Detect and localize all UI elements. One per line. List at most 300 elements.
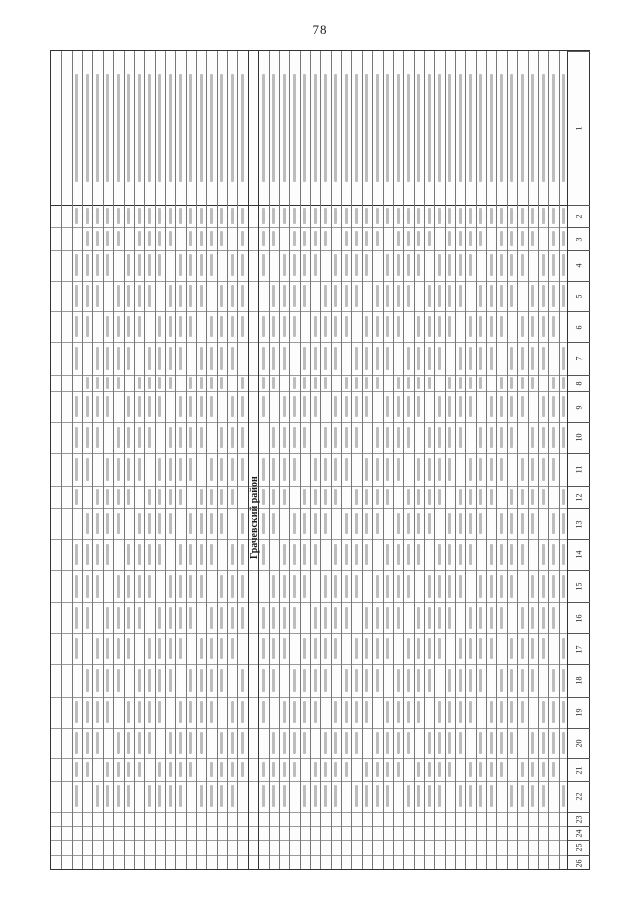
illegible-cell-text: [417, 607, 420, 629]
row-divider: [155, 51, 156, 869]
column-number-14: [568, 539, 590, 570]
illegible-cell-text: [86, 74, 89, 182]
illegible-cell-text: [106, 669, 109, 692]
illegible-cell-text: [241, 254, 244, 276]
row-divider: [72, 51, 73, 869]
row-divider: [455, 51, 456, 869]
column-number-label: 24: [574, 829, 584, 838]
illegible-cell-text: [158, 489, 161, 505]
illegible-cell-text: [127, 762, 130, 778]
illegible-cell-text: [510, 513, 513, 535]
illegible-cell-text: [397, 575, 400, 598]
illegible-cell-text: [417, 316, 420, 338]
illegible-cell-text: [283, 607, 286, 629]
illegible-cell-text: [138, 669, 141, 692]
illegible-cell-text: [531, 285, 534, 307]
illegible-cell-text: [283, 762, 286, 778]
illegible-cell-text: [324, 208, 327, 224]
illegible-cell-text: [241, 458, 244, 481]
illegible-cell-text: [365, 347, 368, 370]
illegible-cell-text: [189, 701, 192, 723]
illegible-cell-text: [241, 607, 244, 629]
illegible-cell-text: [293, 396, 296, 418]
illegible-cell-text: [386, 732, 389, 754]
illegible-cell-text: [428, 785, 431, 807]
illegible-cell-text: [189, 396, 192, 418]
illegible-cell-text: [562, 544, 565, 566]
column-number-label: 23: [574, 815, 584, 824]
illegible-cell-text: [262, 396, 265, 418]
illegible-cell-text: [220, 74, 223, 182]
illegible-cell-text: [397, 231, 400, 247]
illegible-cell-text: [231, 427, 234, 449]
illegible-cell-text: [500, 74, 503, 182]
illegible-cell-text: [438, 762, 441, 778]
illegible-cell-text: [241, 285, 244, 307]
illegible-cell-text: [334, 74, 337, 182]
illegible-cell-text: [479, 513, 482, 535]
illegible-cell-text: [293, 231, 296, 247]
column-number-12: [568, 486, 590, 509]
illegible-cell-text: [479, 377, 482, 388]
illegible-cell-text: [521, 316, 524, 338]
illegible-cell-text: [117, 285, 120, 307]
illegible-cell-text: [189, 458, 192, 481]
illegible-cell-text: [531, 785, 534, 807]
illegible-cell-text: [386, 316, 389, 338]
illegible-cell-text: [86, 316, 89, 338]
illegible-cell-text: [345, 575, 348, 598]
illegible-cell-text: [500, 458, 503, 481]
row-divider: [434, 51, 435, 869]
illegible-cell-text: [552, 669, 555, 692]
illegible-cell-text: [303, 377, 306, 388]
illegible-cell-text: [210, 208, 213, 224]
column-number-2: [568, 205, 590, 228]
illegible-cell-text: [428, 762, 431, 778]
illegible-cell-text: [96, 701, 99, 723]
illegible-cell-text: [179, 489, 182, 505]
illegible-cell-text: [479, 762, 482, 778]
illegible-cell-text: [210, 489, 213, 505]
illegible-cell-text: [169, 732, 172, 754]
illegible-cell-text: [510, 575, 513, 598]
illegible-cell-text: [200, 575, 203, 598]
illegible-cell-text: [407, 285, 410, 307]
illegible-cell-text: [479, 607, 482, 629]
illegible-cell-text: [117, 377, 120, 388]
illegible-cell-text: [106, 74, 109, 182]
illegible-cell-text: [127, 732, 130, 754]
illegible-cell-text: [262, 513, 265, 535]
illegible-cell-text: [459, 575, 462, 598]
illegible-cell-text: [459, 489, 462, 505]
illegible-cell-text: [200, 513, 203, 535]
column-divider: [51, 342, 567, 343]
illegible-cell-text: [438, 285, 441, 307]
illegible-cell-text: [262, 701, 265, 723]
illegible-cell-text: [490, 575, 493, 598]
illegible-cell-text: [500, 575, 503, 598]
illegible-cell-text: [521, 513, 524, 535]
illegible-cell-text: [324, 427, 327, 449]
column-number-9: [568, 391, 590, 422]
illegible-cell-text: [117, 513, 120, 535]
illegible-cell-text: [117, 208, 120, 224]
illegible-cell-text: [510, 638, 513, 660]
illegible-cell-text: [500, 208, 503, 224]
illegible-cell-text: [200, 544, 203, 566]
illegible-cell-text: [272, 513, 275, 535]
illegible-cell-text: [127, 347, 130, 370]
column-number-label: 6: [574, 325, 584, 330]
illegible-cell-text: [96, 785, 99, 807]
illegible-cell-text: [272, 208, 275, 224]
illegible-cell-text: [189, 231, 192, 247]
illegible-cell-text: [438, 701, 441, 723]
illegible-cell-text: [417, 513, 420, 535]
illegible-cell-text: [283, 638, 286, 660]
row-divider: [269, 51, 270, 869]
illegible-cell-text: [231, 701, 234, 723]
illegible-cell-text: [521, 458, 524, 481]
illegible-cell-text: [355, 396, 358, 418]
illegible-cell-text: [106, 231, 109, 247]
illegible-cell-text: [531, 427, 534, 449]
illegible-cell-text: [127, 208, 130, 224]
illegible-cell-text: [490, 74, 493, 182]
illegible-cell-text: [334, 489, 337, 505]
illegible-cell-text: [355, 377, 358, 388]
illegible-cell-text: [117, 785, 120, 807]
illegible-cell-text: [231, 316, 234, 338]
column-number-label: 9: [574, 405, 584, 410]
illegible-cell-text: [531, 377, 534, 388]
illegible-cell-text: [510, 701, 513, 723]
row-divider: [196, 51, 197, 869]
column-divider: [51, 508, 567, 509]
illegible-cell-text: [220, 208, 223, 224]
illegible-cell-text: [283, 732, 286, 754]
illegible-cell-text: [459, 785, 462, 807]
illegible-cell-text: [376, 669, 379, 692]
illegible-cell-text: [283, 347, 286, 370]
illegible-cell-text: [220, 377, 223, 388]
illegible-cell-text: [448, 544, 451, 566]
illegible-cell-text: [272, 785, 275, 807]
illegible-cell-text: [552, 575, 555, 598]
illegible-cell-text: [106, 458, 109, 481]
column-number-24: [568, 826, 590, 840]
illegible-cell-text: [158, 701, 161, 723]
illegible-cell-text: [334, 575, 337, 598]
illegible-cell-text: [75, 208, 78, 224]
illegible-cell-text: [169, 607, 172, 629]
illegible-cell-text: [448, 74, 451, 182]
illegible-cell-text: [469, 489, 472, 505]
illegible-cell-text: [531, 208, 534, 224]
illegible-cell-text: [345, 669, 348, 692]
illegible-cell-text: [428, 74, 431, 182]
illegible-cell-text: [117, 575, 120, 598]
illegible-cell-text: [303, 513, 306, 535]
illegible-cell-text: [386, 489, 389, 505]
row-divider: [289, 51, 290, 869]
illegible-cell-text: [479, 785, 482, 807]
illegible-cell-text: [334, 285, 337, 307]
illegible-cell-text: [438, 489, 441, 505]
illegible-cell-text: [75, 575, 78, 598]
illegible-cell-text: [148, 544, 151, 566]
illegible-cell-text: [200, 285, 203, 307]
row-divider: [538, 51, 539, 869]
illegible-cell-text: [542, 575, 545, 598]
column-divider: [51, 781, 567, 782]
illegible-cell-text: [106, 316, 109, 338]
illegible-cell-text: [189, 254, 192, 276]
illegible-cell-text: [510, 544, 513, 566]
illegible-cell-text: [365, 669, 368, 692]
row-divider: [403, 51, 404, 869]
illegible-cell-text: [86, 732, 89, 754]
illegible-cell-text: [552, 762, 555, 778]
illegible-cell-text: [490, 347, 493, 370]
illegible-cell-text: [552, 254, 555, 276]
illegible-cell-text: [262, 377, 265, 388]
column-number-label: 7: [574, 356, 584, 361]
illegible-cell-text: [521, 544, 524, 566]
illegible-cell-text: [531, 638, 534, 660]
illegible-cell-text: [562, 489, 565, 505]
illegible-cell-text: [262, 638, 265, 660]
row-divider: [248, 51, 249, 869]
illegible-cell-text: [417, 208, 420, 224]
illegible-cell-text: [407, 732, 410, 754]
illegible-cell-text: [220, 458, 223, 481]
column-divider: [51, 539, 567, 540]
column-number-label: 19: [574, 708, 584, 717]
illegible-cell-text: [365, 231, 368, 247]
column-divider: [51, 205, 567, 206]
illegible-cell-text: [75, 347, 78, 370]
illegible-cell-text: [189, 544, 192, 566]
illegible-cell-text: [459, 669, 462, 692]
illegible-cell-text: [106, 701, 109, 723]
illegible-cell-text: [376, 377, 379, 388]
illegible-cell-text: [469, 701, 472, 723]
illegible-cell-text: [272, 489, 275, 505]
illegible-cell-text: [448, 316, 451, 338]
illegible-cell-text: [138, 427, 141, 449]
illegible-cell-text: [521, 762, 524, 778]
illegible-cell-text: [428, 285, 431, 307]
illegible-cell-text: [469, 669, 472, 692]
illegible-cell-text: [200, 231, 203, 247]
column-divider: [51, 311, 567, 312]
illegible-cell-text: [345, 316, 348, 338]
illegible-cell-text: [376, 732, 379, 754]
illegible-cell-text: [283, 285, 286, 307]
illegible-cell-text: [106, 489, 109, 505]
illegible-cell-text: [490, 607, 493, 629]
illegible-cell-text: [158, 377, 161, 388]
column-number-label: 18: [574, 676, 584, 685]
illegible-cell-text: [552, 316, 555, 338]
illegible-cell-text: [552, 701, 555, 723]
illegible-cell-text: [283, 396, 286, 418]
illegible-cell-text: [179, 208, 182, 224]
illegible-cell-text: [210, 347, 213, 370]
illegible-cell-text: [262, 231, 265, 247]
illegible-cell-text: [407, 785, 410, 807]
illegible-cell-text: [542, 285, 545, 307]
illegible-cell-text: [521, 489, 524, 505]
column-number-8: [568, 375, 590, 391]
illegible-cell-text: [552, 607, 555, 629]
illegible-cell-text: [138, 285, 141, 307]
illegible-cell-text: [552, 74, 555, 182]
illegible-cell-text: [169, 513, 172, 535]
illegible-cell-text: [469, 785, 472, 807]
illegible-cell-text: [189, 208, 192, 224]
illegible-cell-text: [469, 377, 472, 388]
illegible-cell-text: [542, 544, 545, 566]
illegible-cell-text: [272, 638, 275, 660]
column-divider: [51, 422, 567, 423]
illegible-cell-text: [510, 377, 513, 388]
illegible-cell-text: [469, 544, 472, 566]
illegible-cell-text: [365, 208, 368, 224]
illegible-cell-text: [220, 575, 223, 598]
illegible-cell-text: [138, 701, 141, 723]
illegible-cell-text: [210, 544, 213, 566]
illegible-cell-text: [210, 785, 213, 807]
illegible-cell-text: [345, 231, 348, 247]
illegible-cell-text: [272, 607, 275, 629]
illegible-cell-text: [127, 458, 130, 481]
illegible-cell-text: [189, 74, 192, 182]
illegible-cell-text: [448, 396, 451, 418]
row-divider: [476, 51, 477, 869]
illegible-cell-text: [552, 513, 555, 535]
illegible-cell-text: [490, 544, 493, 566]
illegible-cell-text: [303, 638, 306, 660]
illegible-cell-text: [428, 208, 431, 224]
illegible-cell-text: [158, 316, 161, 338]
row-divider: [320, 51, 321, 869]
illegible-cell-text: [324, 347, 327, 370]
illegible-cell-text: [96, 285, 99, 307]
illegible-cell-text: [562, 74, 565, 182]
column-divider: [51, 281, 567, 282]
illegible-cell-text: [200, 701, 203, 723]
illegible-cell-text: [521, 347, 524, 370]
illegible-cell-text: [86, 285, 89, 307]
illegible-cell-text: [127, 285, 130, 307]
illegible-cell-text: [324, 575, 327, 598]
illegible-cell-text: [531, 732, 534, 754]
illegible-cell-text: [345, 396, 348, 418]
illegible-cell-text: [479, 347, 482, 370]
illegible-cell-text: [189, 762, 192, 778]
illegible-cell-text: [220, 316, 223, 338]
illegible-cell-text: [210, 669, 213, 692]
illegible-cell-text: [148, 785, 151, 807]
illegible-cell-text: [210, 231, 213, 247]
illegible-cell-text: [231, 74, 234, 182]
illegible-cell-text: [365, 638, 368, 660]
illegible-cell-text: [407, 489, 410, 505]
illegible-cell-text: [231, 575, 234, 598]
row-divider: [486, 51, 487, 869]
illegible-cell-text: [417, 377, 420, 388]
illegible-cell-text: [469, 638, 472, 660]
row-divider: [144, 51, 145, 869]
illegible-cell-text: [86, 575, 89, 598]
illegible-cell-text: [448, 762, 451, 778]
illegible-cell-text: [117, 607, 120, 629]
illegible-cell-text: [231, 208, 234, 224]
illegible-cell-text: [500, 427, 503, 449]
illegible-cell-text: [479, 231, 482, 247]
illegible-cell-text: [552, 285, 555, 307]
illegible-cell-text: [210, 513, 213, 535]
illegible-cell-text: [241, 316, 244, 338]
illegible-cell-text: [542, 458, 545, 481]
illegible-cell-text: [169, 347, 172, 370]
illegible-cell-text: [117, 74, 120, 182]
illegible-cell-text: [459, 638, 462, 660]
illegible-cell-text: [345, 762, 348, 778]
illegible-cell-text: [138, 513, 141, 535]
column-number-label: 2: [574, 214, 584, 219]
illegible-cell-text: [158, 396, 161, 418]
column-number-26: [568, 855, 590, 871]
illegible-cell-text: [386, 208, 389, 224]
illegible-cell-text: [397, 396, 400, 418]
illegible-cell-text: [407, 544, 410, 566]
illegible-cell-text: [365, 544, 368, 566]
column-divider: [51, 602, 567, 603]
illegible-cell-text: [345, 544, 348, 566]
illegible-cell-text: [542, 638, 545, 660]
illegible-cell-text: [479, 74, 482, 182]
illegible-cell-text: [96, 427, 99, 449]
illegible-cell-text: [417, 231, 420, 247]
illegible-cell-text: [448, 458, 451, 481]
illegible-cell-text: [210, 458, 213, 481]
illegible-cell-text: [542, 732, 545, 754]
row-divider: [414, 51, 415, 869]
illegible-cell-text: [552, 732, 555, 754]
illegible-cell-text: [562, 701, 565, 723]
illegible-cell-text: [334, 316, 337, 338]
illegible-cell-text: [158, 638, 161, 660]
illegible-cell-text: [106, 607, 109, 629]
illegible-cell-text: [262, 607, 265, 629]
illegible-cell-text: [448, 254, 451, 276]
row-divider: [113, 51, 114, 869]
illegible-cell-text: [386, 347, 389, 370]
illegible-cell-text: [241, 74, 244, 182]
illegible-cell-text: [355, 669, 358, 692]
illegible-cell-text: [262, 208, 265, 224]
illegible-cell-text: [200, 427, 203, 449]
illegible-cell-text: [75, 316, 78, 338]
column-divider: [51, 812, 567, 813]
illegible-cell-text: [542, 607, 545, 629]
illegible-cell-text: [397, 607, 400, 629]
